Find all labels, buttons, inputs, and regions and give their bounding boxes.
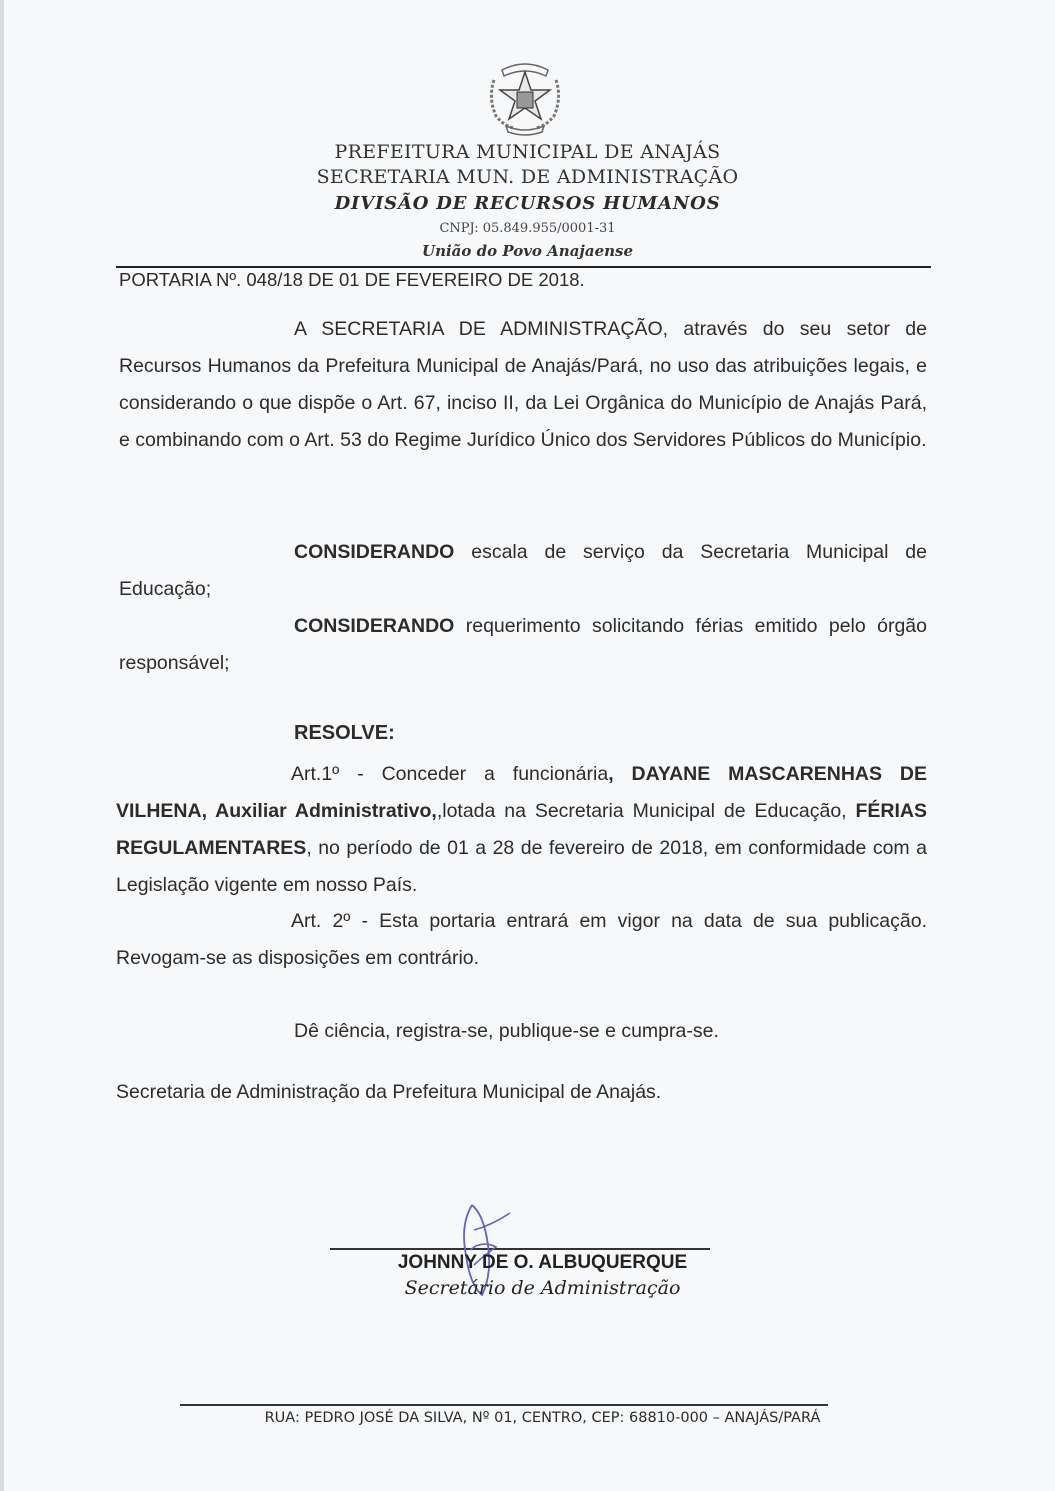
art2-text: Art. 2º - Esta portaria entrará em vigor na data de sua publicação. Revogam-se as disposições em contrário. xyxy=(116,910,927,969)
closing-formula: Dê ciência, registra-se, publique-se e cumpra-se. xyxy=(294,1020,719,1042)
preamble-text: A SECRETARIA DE ADMINISTRAÇÃO, através do seu setor de Recursos Humanos da Prefeitura Municipal de Anajás/Pará, no uso das atribuições legais, e considerando o que dispõe o Art. 67, inciso II, da Lei Orgânica do Município de Anajás Pará, e combinando com o Art. 53 do Regime Jurídico Único dos Servidores Públicos do Município. xyxy=(119,318,927,451)
preamble-paragraph xyxy=(119,311,927,459)
considerando-1 xyxy=(119,534,927,608)
considerando-text: escala de serviço da Secretaria Municipal de Educação; xyxy=(119,541,927,600)
art1-mid: ,lotada na Secretaria Municipal de Educação, xyxy=(436,800,856,822)
signer-role: Secretário de Administração xyxy=(404,1277,681,1299)
portaria-title: PORTARIA Nº. 048/18 DE 01 DE FEVEREIRO DE 2018. xyxy=(119,269,585,290)
header-divisao: DIVISÃO DE RECURSOS HUMANOS xyxy=(334,193,721,214)
signer-name: JOHNNY DE O. ALBUQUERQUE xyxy=(397,1252,688,1273)
article-1 xyxy=(116,756,927,904)
issuing-office: Secretaria de Administração da Prefeitura Municipal de Anajás. xyxy=(116,1081,662,1103)
art1-prefix: Art.1º - Conceder a funcionária xyxy=(291,763,609,785)
art1-suffix: , no período de 01 a 28 de fevereiro de 2018, em conformidade com a Legislação vigente em nosso País. xyxy=(116,837,927,896)
header-motto: União do Povo Anajaense xyxy=(421,242,634,260)
article-2 xyxy=(116,903,927,977)
considerando-text: requerimento solicitando férias emitido pelo órgão responsável; xyxy=(119,615,927,674)
footer-address: RUA: PEDRO JOSÉ DA SILVA, Nº 01, CENTRO, CEP: 68810-000 – ANAJÁS/PARÁ xyxy=(264,1410,821,1426)
considerando-keyword: CONSIDERANDO xyxy=(294,541,455,563)
footer-divider xyxy=(180,1404,828,1406)
resolve-heading: RESOLVE: xyxy=(294,722,395,744)
header-prefeitura: PREFEITURA MUNICIPAL DE ANAJÁS xyxy=(334,141,721,163)
header-divider xyxy=(116,266,931,268)
considerando-2 xyxy=(119,608,927,682)
header-cnpj: CNPJ: 05.849.955/0001-31 xyxy=(439,221,616,236)
header-secretaria: SECRETARIA MUN. DE ADMINISTRAÇÃO xyxy=(316,166,739,188)
considerando-keyword: CONSIDERANDO xyxy=(294,615,455,637)
art1-employee-name: , DAYANE MASCARENHAS DE VILHENA, Auxiliar Administrativo, xyxy=(116,763,927,822)
municipal-coat-of-arms-icon xyxy=(480,58,570,136)
art1-ferias: FÉRIAS REGULAMENTARES xyxy=(116,800,928,859)
